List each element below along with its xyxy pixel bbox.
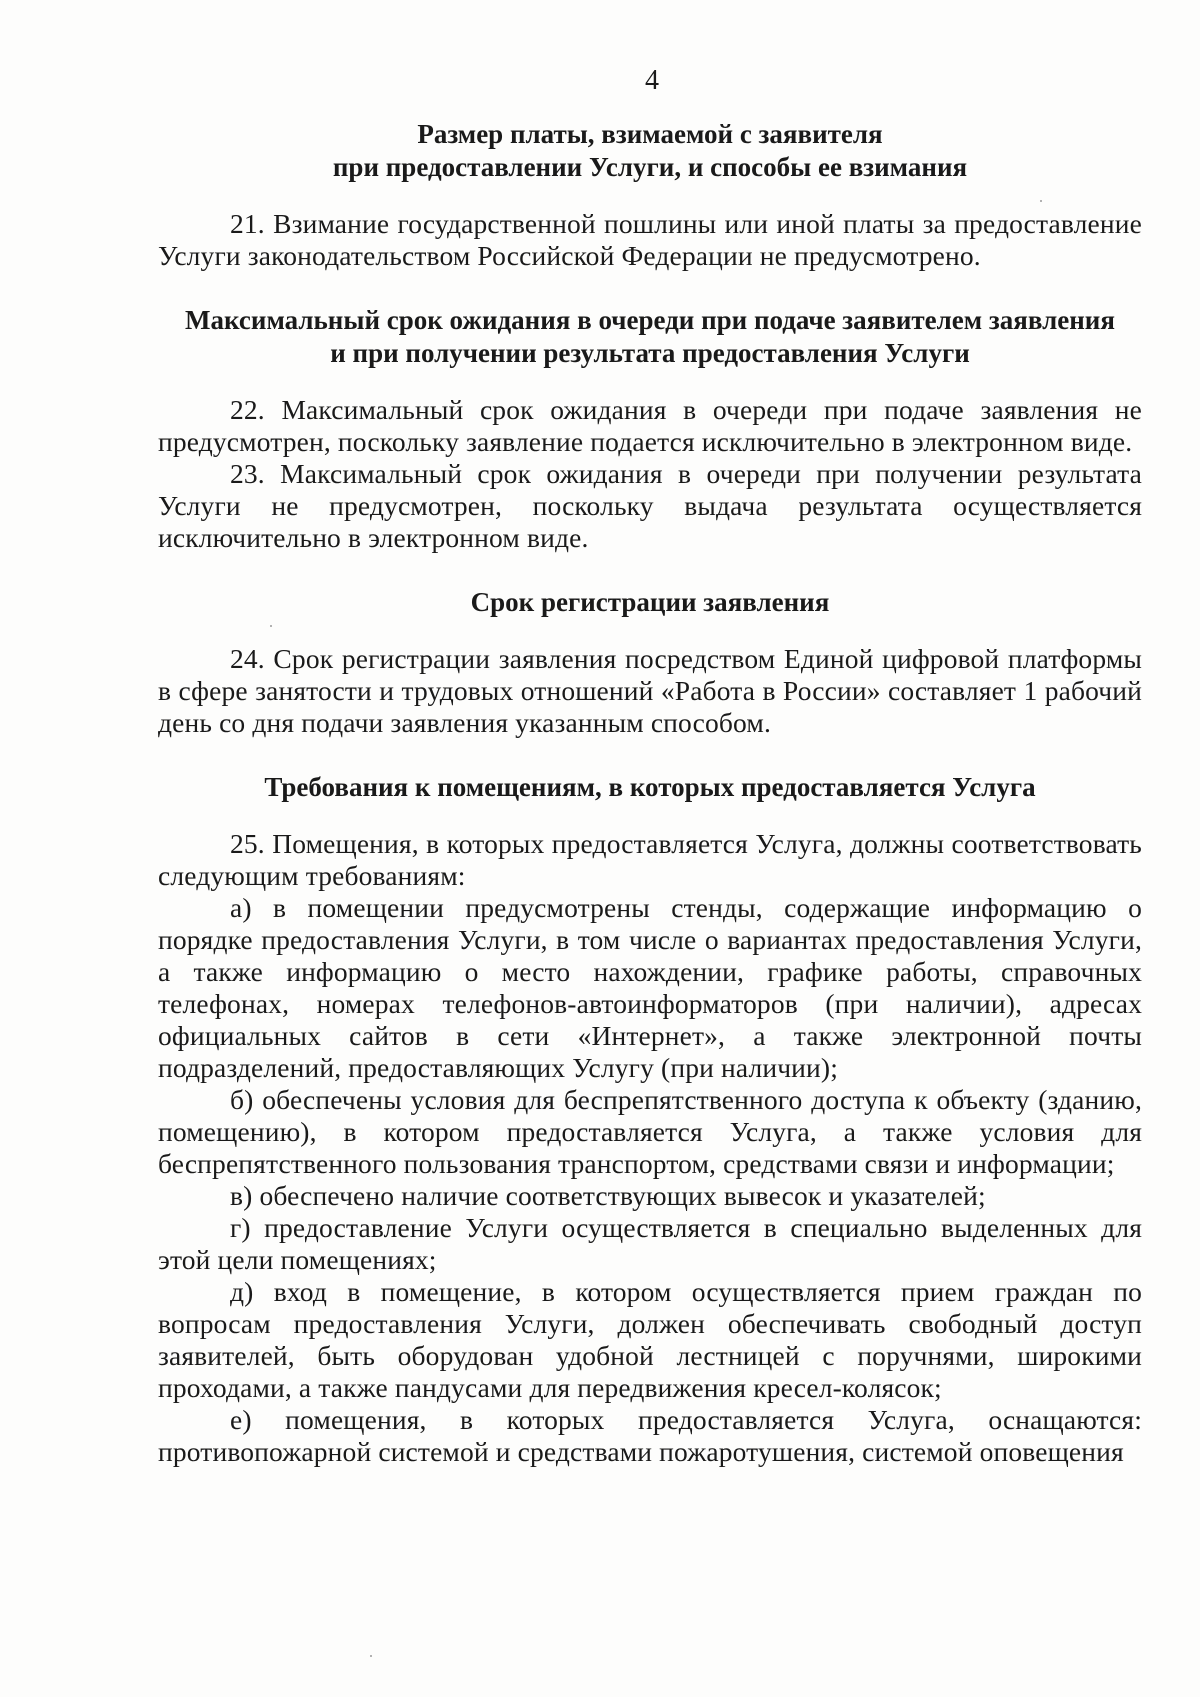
list-item-b: б) обеспечены условия для беспрепятственного доступа к объекту (зданию, помещению), в котором предоставляется Услуга, а также условия для беспрепятственного пользования транспортом, средствами связи и информации; [158, 1084, 1142, 1179]
section-heading-line: Максимальный срок ожидания в очереди при подаче заявителем заявления [185, 305, 1115, 335]
scan-speck [270, 625, 272, 627]
section-heading-line: при предоставлении Услуги, и способы ее взимания [332, 152, 968, 182]
paragraph-24: 24. Срок регистрации заявления посредством Единой цифровой платформы в сфере занятости и трудовых отношений «Работа в России» составляет 1 рабочий день со дня подачи заявления указанным способом. [158, 643, 1142, 738]
paragraph-21: 21. Взимание государственной пошлины или иной платы за предоставление Услуги законодательством Российской Федерации не предусмотрено. [158, 208, 1142, 271]
list-item-g: г) предоставление Услуги осуществляется в специально выделенных для этой цели помещениях; [158, 1212, 1142, 1275]
section-premises-requirements [158, 771, 1142, 1468]
paragraph-22: 22. Максимальный срок ожидания в очереди при подаче заявления не предусмотрен, поскольку заявление подается исключительно в электронном виде. [158, 394, 1142, 457]
paragraph-25: 25. Помещения, в которых предоставляется Услуга, должны соответствовать следующим требованиям: [158, 828, 1142, 891]
page-number: 4 [645, 65, 659, 96]
scan-speck [370, 1655, 372, 1657]
section-heading-line: Размер платы, взимаемой с заявителя [417, 119, 883, 149]
list-item-a: а) в помещении предусмотрены стенды, содержащие информацию о порядке предоставления Услуги, в том числе о вариантах предоставления Услуги, а также информацию о место нахождении, графике работы, справочных телефонах, номерах телефонов-автоинформаторов (при наличии), адресах официальных сайтов в сети «Интернет», а также электронной почты подразделений, предоставляющих Услугу (при наличии); [158, 892, 1142, 1083]
section-heading-line: Срок регистрации заявления [470, 587, 830, 617]
section-queue-time [158, 304, 1142, 554]
list-item-d: д) вход в помещение, в котором осуществляется прием граждан по вопросам предоставления Услуги, должен обеспечивать свободный доступ заявителей, быть оборудован удобной лестницей с поручнями, широкими проходами, а также пандусами для передвижения кресел-колясок; [158, 1276, 1142, 1403]
scan-speck [1040, 200, 1042, 202]
section-registration-time [158, 586, 1142, 739]
document-body [158, 118, 1142, 1468]
section-payment [158, 118, 1142, 272]
list-item-v: в) обеспечено наличие соответствующих вывесок и указателей; [230, 1180, 986, 1211]
section-heading-line: и при получении результата предоставления Услуги [330, 338, 970, 368]
list-item-e: е) помещения, в которых предоставляется Услуга, оснащаются: противопожарной системой и средствами пожаротушения, системой оповещения [158, 1404, 1142, 1467]
section-heading-line: Требования к помещениям, в которых предоставляется Услуга [264, 772, 1036, 802]
paragraph-23: 23. Максимальный срок ожидания в очереди при получении результата Услуги не предусмотрен, поскольку выдача результата осуществляется исключительно в электронном виде. [158, 458, 1142, 553]
